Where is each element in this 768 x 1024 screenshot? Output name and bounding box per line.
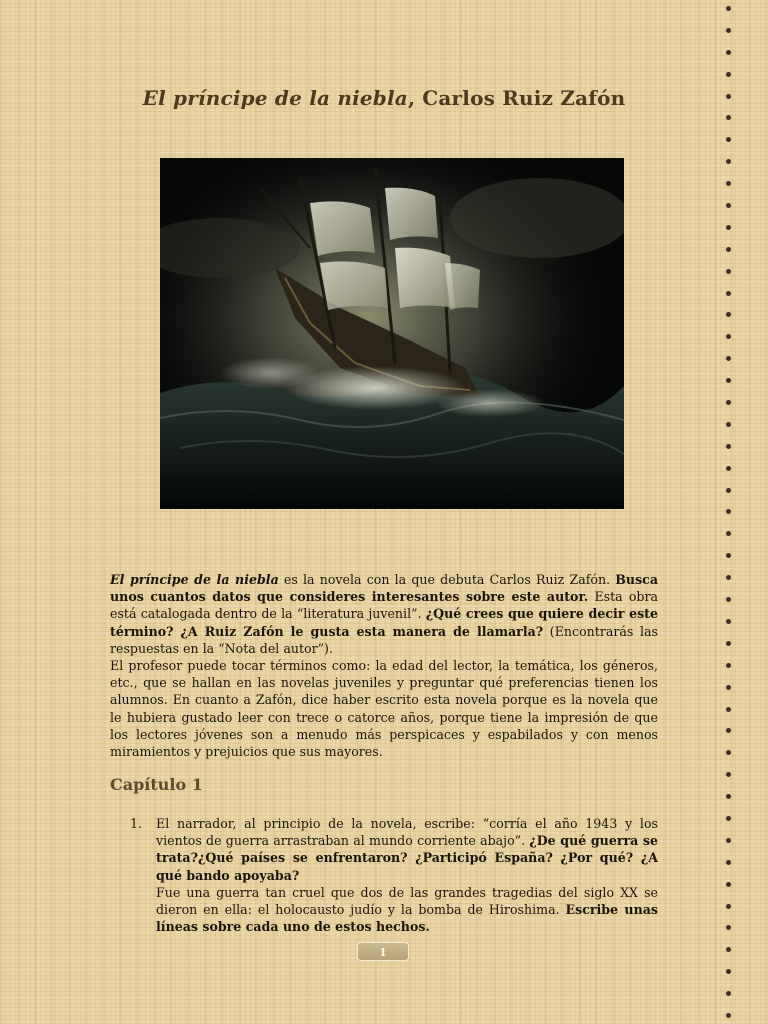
question-paragraph-1 bbox=[156, 815, 658, 884]
binding-dots bbox=[724, 0, 732, 1024]
ghost-ship-image bbox=[160, 158, 624, 509]
question-item bbox=[130, 815, 658, 935]
page-title bbox=[0, 86, 768, 110]
intro-task-author: Busca unos cuantos datos que consideres interesantes sobre este autor. bbox=[110, 572, 658, 605]
question-text-c: Fue una guerra tan cruel que dos de las grandes tragedias del siglo XX se dieron en ella: el holocausto judío y la bomba de Hiroshima. bbox=[156, 884, 658, 918]
question-task-events: Escribe unas líneas sobre cada uno de estos hechos. bbox=[156, 902, 658, 935]
question-paragraph-2 bbox=[156, 884, 658, 936]
intro-text-a: es la novela con la que debuta Carlos Ruiz Zafón. bbox=[278, 572, 616, 587]
question-task-war: ¿De qué guerra se trata?¿Qué países se enfrentaron? ¿Participó España? ¿Por qué? ¿A qué bando apoyaba? bbox=[156, 833, 658, 883]
intro-text-c: Esta obra está catalogada dentro de la “literatura juvenil”. bbox=[110, 589, 659, 622]
title-book-name: El príncipe de la niebla bbox=[142, 86, 408, 110]
chapter-heading: Capítulo 1 bbox=[110, 775, 203, 794]
intro-paragraph-1 bbox=[110, 571, 658, 657]
question-list bbox=[130, 815, 658, 935]
intro-text-e: (Encontrarás las respuestas en la “Nota del autor”). bbox=[110, 623, 658, 656]
question-text-a: El narrador, al principio de la novela, escribe: “corría el año 1943 y los vientos de guerra arrastraban al mundo corriente abajo”. bbox=[156, 816, 658, 849]
intro-text bbox=[110, 571, 658, 760]
page-number-badge: 1 bbox=[357, 942, 409, 961]
intro-book-name: El príncipe de la niebla bbox=[110, 572, 279, 587]
intro-paragraph-2: El profesor puede tocar términos como: la edad del lector, la temática, los géneros, etc., que se hallan en las novelas juveniles y preguntar qué preferencias tienen los alumnos. En cuanto a Zafón, dice haber escrito esta novela porque es la novela que le hubiera gustado leer con trece o catorce años, porque tiene la impresión de que los lectores jóvenes son a menudo más perspicaces y espabilados y con menos miramientos y prejuicios que sus mayores. bbox=[110, 658, 658, 760]
title-author: , Carlos Ruiz Zafón bbox=[407, 86, 626, 110]
question-number: 1. bbox=[130, 816, 143, 831]
question-body bbox=[156, 815, 658, 935]
intro-task-term: ¿Qué crees que quiere decir este término? ¿A Ruiz Zafón le gusta esta manera de llamarla? bbox=[110, 606, 659, 639]
